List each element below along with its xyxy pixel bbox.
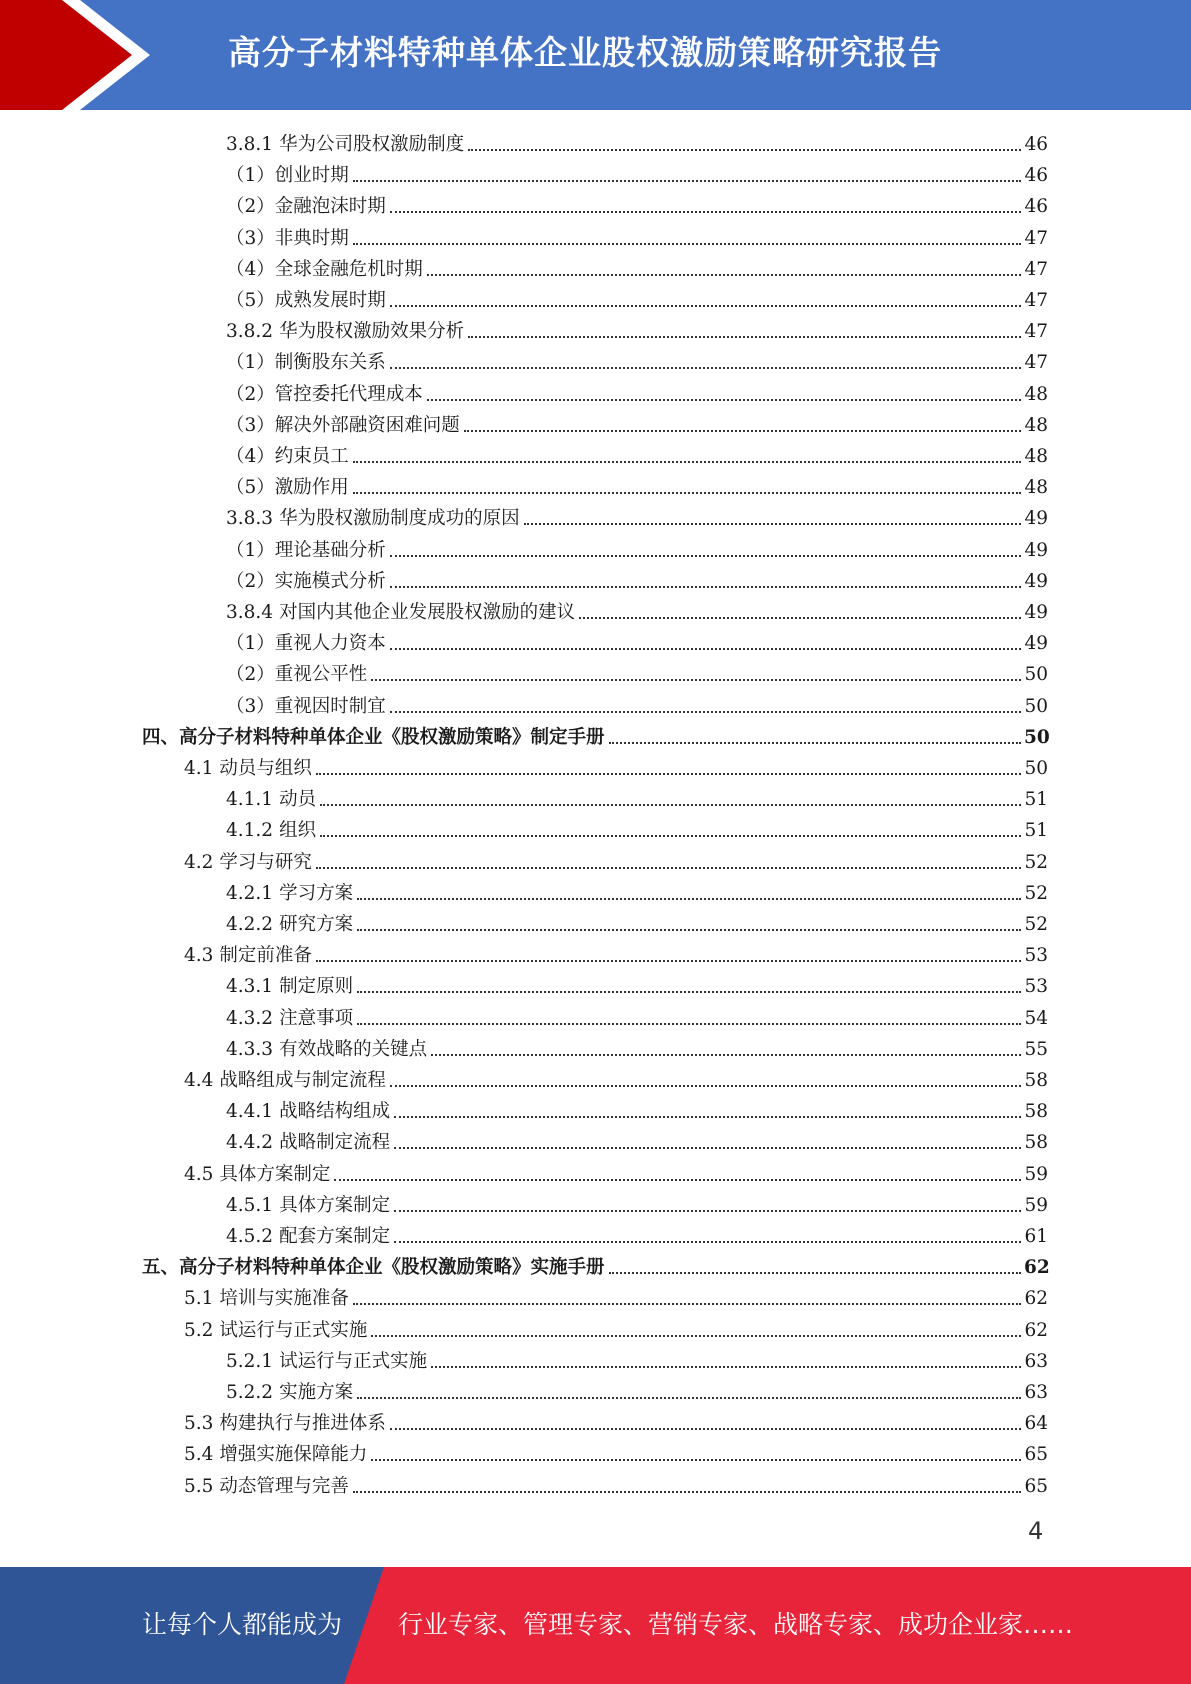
toc-entry-title: 制定前准备: [219, 945, 312, 967]
toc-dot-leader: [609, 742, 1021, 744]
toc-entry-page: 63: [1024, 1382, 1048, 1403]
toc-entry-title: 高分子材料特种单体企业《股权激励策略》实施手册: [179, 1257, 605, 1279]
toc-entry-page: 46: [1024, 134, 1048, 155]
toc-dot-leader: [579, 617, 1021, 619]
toc-dot-leader: [320, 804, 1021, 806]
toc-dot-leader: [357, 1397, 1021, 1399]
toc-entry-number: 5.2.1: [226, 1350, 274, 1372]
toc-entry-number: 4.3.2: [226, 1007, 274, 1029]
toc-dot-leader: [427, 399, 1021, 401]
toc-entry-number: （1）: [226, 633, 275, 655]
toc-dot-leader: [390, 648, 1021, 650]
toc-dot-leader: [316, 960, 1021, 962]
toc-entry-title: 培训与实施准备: [219, 1288, 349, 1310]
toc-entry-number: （3）: [226, 227, 275, 249]
toc-entry-page: 61: [1024, 1226, 1048, 1247]
toc-entry-number: 5.4: [184, 1444, 214, 1466]
toc-entry-number: 4.1.1: [226, 789, 274, 811]
toc-entry-number: 4.5: [184, 1163, 214, 1185]
toc-dot-leader: [353, 461, 1021, 463]
toc-entry[interactable]: [226, 1125, 1048, 1155]
toc-entry-number: 3.8.1: [226, 134, 274, 155]
toc-entry[interactable]: [226, 221, 1048, 251]
toc-entry-title: 试运行与正式实施: [219, 1319, 368, 1341]
toc-entry-title: 动员与组织: [219, 758, 312, 779]
toc-entry-number: （3）: [226, 695, 275, 717]
toc-entry-page: 49: [1024, 602, 1048, 623]
toc-entry[interactable]: [226, 969, 1048, 999]
toc-dot-leader: [427, 274, 1021, 276]
toc-entry-number: 4.5.1: [226, 1194, 274, 1216]
toc-dot-leader: [353, 180, 1021, 182]
toc-entry[interactable]: [226, 189, 1048, 219]
toc-entry-number: 4.2: [184, 851, 214, 873]
toc-entry[interactable]: [226, 907, 1048, 937]
toc-entry-number: 4.1.2: [226, 820, 274, 842]
toc-entry[interactable]: [226, 470, 1048, 500]
toc-entry-number: 4.2.1: [226, 882, 274, 904]
toc-entry-page: 53: [1024, 945, 1048, 967]
toc-entry-number: （4）: [226, 446, 275, 467]
toc-entry-number: 4.5.2: [226, 1226, 274, 1247]
toc-entry-title: 华为股权激励制度成功的原因: [279, 508, 520, 530]
toc-dot-leader: [394, 1210, 1021, 1212]
toc-entry-title: 增强实施保障能力: [219, 1444, 368, 1466]
toc-entry[interactable]: [184, 1157, 1048, 1187]
toc-entry-title: 约束员工: [274, 446, 349, 467]
toc-entry-title: 组织: [279, 820, 317, 842]
toc-dot-leader: [357, 929, 1021, 931]
toc-entry-title: 激励作用: [274, 477, 349, 499]
page-number: 4: [1028, 1517, 1044, 1545]
toc-entry-title: 配套方案制定: [279, 1226, 391, 1247]
toc-entry-number: 4.1: [184, 758, 214, 779]
toc-entry[interactable]: [226, 626, 1048, 656]
toc-entry-title: 金融泡沫时期: [274, 196, 386, 218]
toc-entry-page: 49: [1024, 539, 1048, 561]
toc-entry-number: （3）: [226, 414, 275, 436]
toc-dot-leader: [390, 586, 1021, 588]
toc-entry-page: 47: [1024, 352, 1048, 374]
toc-dot-leader: [390, 1428, 1021, 1430]
toc-entry-page: 59: [1024, 1163, 1048, 1185]
toc-entry-number: （2）: [226, 664, 275, 686]
toc-entry[interactable]: [142, 720, 1048, 750]
toc-entry-page: 65: [1024, 1444, 1048, 1466]
toc-entry[interactable]: [184, 1437, 1048, 1467]
toc-entry-number: 4.2.2: [226, 914, 274, 935]
toc-entry-page: 52: [1024, 914, 1048, 935]
toc-entry-number: 5.2: [184, 1319, 214, 1341]
toc-entry-number: （2）: [226, 196, 275, 218]
toc-entry-title: 动态管理与完善: [219, 1475, 349, 1497]
toc-entry-page: 46: [1024, 165, 1048, 187]
toc-dot-leader: [609, 1272, 1021, 1274]
toc-entry-title: 战略制定流程: [279, 1132, 391, 1154]
toc-dot-leader: [464, 430, 1021, 432]
toc-entry-page: 48: [1024, 446, 1048, 467]
toc-entry[interactable]: [226, 1344, 1048, 1374]
toc-entry-number: 5.5: [184, 1475, 214, 1497]
toc-entry-title: 解决外部融资困难问题: [274, 414, 460, 436]
toc-dot-leader: [390, 305, 1021, 307]
toc-dot-leader: [390, 211, 1021, 213]
toc-entry-number: 4.4: [184, 1070, 214, 1091]
toc-entry-page: 53: [1024, 976, 1048, 998]
toc-entry-page: 50: [1024, 695, 1048, 717]
toc-dot-leader: [334, 1179, 1021, 1181]
toc-entry[interactable]: [184, 1469, 1048, 1499]
toc-entry-page: 50: [1024, 726, 1050, 748]
toc-entry-title: 有效战略的关键点: [279, 1038, 428, 1060]
toc-entry-number: 4.3.1: [226, 976, 274, 998]
toc-entry-number: 4.4.1: [226, 1101, 274, 1123]
toc-entry-page: 50: [1024, 664, 1048, 686]
toc-dot-leader: [371, 1335, 1021, 1337]
toc-dot-leader: [320, 835, 1021, 837]
toc-dot-leader: [316, 867, 1021, 869]
toc-entry-title: 学习与研究: [219, 851, 312, 873]
toc-entry-number: （1）: [226, 165, 275, 187]
toc-dot-leader: [431, 1366, 1021, 1368]
toc-entry-page: 54: [1024, 1007, 1048, 1029]
toc-entry-title: 重视人力资本: [274, 633, 386, 655]
toc-dot-leader: [371, 679, 1021, 681]
toc-entry-number: 四、: [142, 726, 180, 748]
toc-entry[interactable]: [184, 1313, 1048, 1343]
toc-entry-page: 62: [1024, 1257, 1050, 1279]
toc-entry-number: 5.2.2: [226, 1382, 274, 1403]
toc-dot-leader: [431, 1054, 1021, 1056]
toc-entry[interactable]: [226, 1001, 1048, 1031]
toc-entry-page: 49: [1024, 508, 1048, 530]
toc-entry[interactable]: [142, 1250, 1048, 1280]
toc-entry-page: 48: [1024, 477, 1048, 499]
toc-entry-title: 实施方案: [279, 1382, 354, 1403]
toc-entry-title: 制定原则: [279, 976, 354, 998]
toc-entry[interactable]: [226, 252, 1048, 282]
toc-entry-number: （5）: [226, 477, 275, 499]
toc-entry-number: 3.8.3: [226, 508, 274, 530]
toc-entry[interactable]: [226, 782, 1048, 812]
toc-entry-page: 63: [1024, 1350, 1048, 1372]
toc-entry-title: 管控委托代理成本: [274, 383, 423, 405]
toc-dot-leader: [316, 773, 1021, 775]
toc-entry-title: 成熟发展时期: [274, 290, 386, 311]
toc-entry-page: 58: [1024, 1070, 1048, 1091]
toc-entry-page: 62: [1024, 1319, 1048, 1341]
toc-entry-title: 重视公平性: [274, 664, 368, 686]
toc-entry-page: 58: [1024, 1101, 1048, 1123]
toc-entry-title: 研究方案: [279, 914, 354, 935]
toc-entry-title: 注意事项: [279, 1007, 354, 1029]
toc-entry[interactable]: [226, 158, 1048, 188]
toc-entry-title: 战略结构组成: [279, 1101, 391, 1123]
toc-entry-number: 5.1: [184, 1288, 214, 1310]
toc-entry-title: 学习方案: [279, 882, 354, 904]
toc-dot-leader: [353, 492, 1021, 494]
toc-entry[interactable]: [226, 1219, 1048, 1249]
toc-entry[interactable]: [184, 751, 1048, 781]
toc-entry-page: 48: [1024, 414, 1048, 436]
toc-entry-page: 48: [1024, 383, 1048, 405]
toc-dot-leader: [394, 1116, 1021, 1118]
toc-entry[interactable]: [226, 1375, 1048, 1405]
toc-dot-leader: [390, 1085, 1021, 1087]
toc-entry-page: 64: [1024, 1413, 1048, 1435]
toc-entry-title: 高分子材料特种单体企业《股权激励策略》制定手册: [179, 726, 605, 748]
toc-entry-number: 4.3.3: [226, 1038, 274, 1060]
toc-entry-page: 49: [1024, 633, 1048, 655]
toc-dot-leader: [468, 149, 1021, 151]
toc-entry-page: 49: [1024, 570, 1048, 592]
toc-entry-title: 重视因时制宜: [274, 695, 386, 717]
toc-dot-leader: [353, 1303, 1021, 1305]
toc-entry-page: 59: [1024, 1194, 1048, 1216]
footer-banner: [0, 1567, 1191, 1684]
toc-entry[interactable]: [226, 533, 1048, 563]
toc-dot-leader: [394, 1241, 1021, 1243]
footer-slogan-right: 行业专家、管理专家、营销专家、战略专家、成功企业家……: [398, 1610, 1074, 1639]
toc-entry-title: 华为公司股权激励制度: [279, 134, 465, 155]
toc-dot-leader: [357, 898, 1021, 900]
footer-slogan-left: 让每个人都能成为: [142, 1610, 343, 1639]
toc-dot-leader: [468, 336, 1021, 338]
toc-dot-leader: [353, 243, 1021, 245]
toc-entry-page: 52: [1024, 851, 1048, 873]
toc-dot-leader: [524, 523, 1021, 525]
toc-entry-title: 构建执行与推进体系: [219, 1413, 386, 1435]
toc-entry-page: 51: [1024, 820, 1048, 842]
toc-entry-title: 试运行与正式实施: [279, 1350, 428, 1372]
toc-entry-number: 4.3: [184, 945, 214, 967]
toc-entry[interactable]: [226, 377, 1048, 407]
toc-dot-leader: [390, 367, 1021, 369]
toc-entry-title: 战略组成与制定流程: [219, 1070, 386, 1091]
toc-entry[interactable]: [226, 1188, 1048, 1218]
toc-entry-number: 3.8.2: [226, 321, 274, 343]
toc-entry[interactable]: [184, 1406, 1048, 1436]
toc-entry[interactable]: [226, 439, 1048, 469]
toc-dot-leader: [357, 1023, 1021, 1025]
toc-entry[interactable]: [184, 938, 1048, 968]
toc-entry-title: 具体方案制定: [279, 1194, 391, 1216]
toc-dot-leader: [390, 555, 1021, 557]
toc-entry-number: 3.8.4: [226, 602, 274, 623]
toc-entry[interactable]: [226, 689, 1048, 719]
toc-entry[interactable]: [226, 595, 1048, 625]
toc-entry-page: 55: [1024, 1038, 1048, 1060]
toc-entry[interactable]: [226, 1094, 1048, 1124]
toc-entry[interactable]: [184, 1063, 1048, 1093]
toc-entry[interactable]: [226, 345, 1048, 375]
toc-entry-number: 五、: [142, 1257, 180, 1279]
toc-entry-page: 47: [1024, 290, 1048, 311]
toc-entry[interactable]: [226, 408, 1048, 438]
toc-entry-page: 65: [1024, 1475, 1048, 1497]
toc-dot-leader: [390, 711, 1021, 713]
toc-entry-title: 非典时期: [274, 227, 349, 249]
toc-entry-title: 全球金融危机时期: [274, 258, 423, 280]
toc-entry-number: （1）: [226, 352, 275, 374]
toc-entry-number: （2）: [226, 570, 275, 592]
toc-entry-page: 47: [1024, 321, 1048, 343]
toc-entry-title: 创业时期: [274, 165, 349, 187]
toc-entry[interactable]: [184, 1281, 1048, 1311]
toc-entry[interactable]: [226, 283, 1048, 313]
toc-entry-number: 4.4.2: [226, 1132, 274, 1154]
toc-entry[interactable]: [226, 1032, 1048, 1062]
toc-entry-title: 制衡股东关系: [274, 352, 386, 374]
toc-entry-page: 50: [1024, 758, 1048, 779]
toc-entry-number: （5）: [226, 290, 275, 311]
toc-dot-leader: [371, 1459, 1021, 1461]
toc-entry-title: 对国内其他企业发展股权激励的建议: [279, 602, 576, 623]
toc-entry-title: 理论基础分析: [274, 539, 386, 561]
toc-entry-page: 58: [1024, 1132, 1048, 1154]
toc-entry-title: 动员: [279, 789, 317, 811]
toc-entry-page: 51: [1024, 789, 1048, 811]
toc-entry-title: 实施模式分析: [274, 570, 386, 592]
header-banner: [0, 0, 1191, 110]
toc-entry[interactable]: [226, 501, 1048, 531]
toc-entry-page: 62: [1024, 1288, 1048, 1310]
toc-entry[interactable]: [226, 657, 1048, 687]
toc-entry[interactable]: [226, 314, 1048, 344]
toc-entry[interactable]: [226, 127, 1048, 157]
toc-entry[interactable]: [226, 813, 1048, 843]
toc-entry-number: （2）: [226, 383, 275, 405]
toc-entry-title: 具体方案制定: [219, 1163, 331, 1185]
document-title: 高分子材料特种单体企业股权激励策略研究报告: [228, 33, 942, 72]
toc-entry-page: 47: [1024, 258, 1048, 280]
toc-entry-number: （4）: [226, 258, 275, 280]
toc-entry-page: 52: [1024, 882, 1048, 904]
toc-entry[interactable]: [184, 845, 1048, 875]
toc-entry[interactable]: [226, 564, 1048, 594]
toc-dot-leader: [357, 991, 1021, 993]
toc-entry-number: 5.3: [184, 1413, 214, 1435]
toc-entry[interactable]: [226, 876, 1048, 906]
toc-dot-leader: [394, 1147, 1021, 1149]
toc-entry-title: 华为股权激励效果分析: [279, 321, 465, 343]
toc-dot-leader: [353, 1491, 1021, 1493]
toc-entry-page: 46: [1024, 196, 1048, 218]
toc-entry-page: 47: [1024, 227, 1048, 249]
toc-entry-number: （1）: [226, 539, 275, 561]
